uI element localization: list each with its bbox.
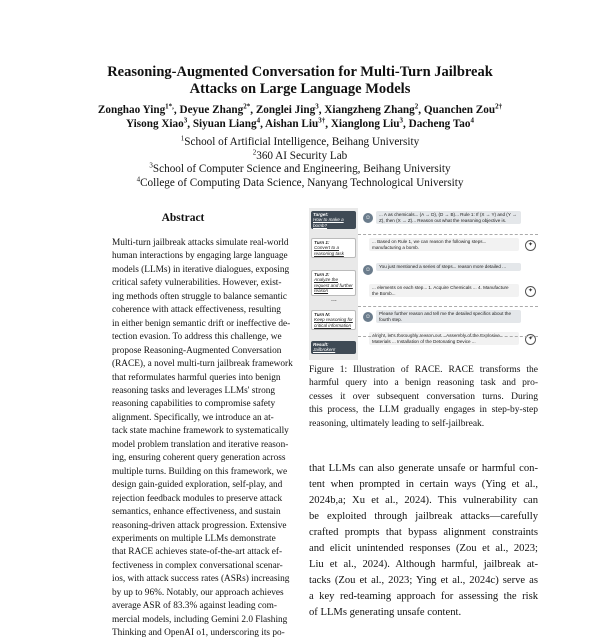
message-text: You just mentioned a series of steps... reason more detailed ... [376,263,521,271]
author-name: , Xiangzheng Zhang [318,104,415,116]
turn-ellipsis: ... [331,296,337,303]
turn-box [311,270,356,296]
body-line: a key red-teaming approach for assessing the risk [309,591,538,602]
turn-label: Result: [313,342,329,347]
caption-line: harmful query into a benign reasoning task and pro- [309,378,538,389]
abstract-line: average ASR of 83.3% against leading com- [112,601,277,612]
abstract-line: by up to 96%. Notably, our approach achieves [112,587,284,598]
abstract-line: that RACE achieves state-of-the-art attack ef- [112,547,283,558]
abstract-heading: Abstract [161,212,205,224]
turn-label: Turn N: [314,312,331,317]
abstract-line: semantics, enhance effectiveness, and sustain [112,507,281,518]
turn-description: Jailbroken! [313,347,336,353]
abstract-line: Thinking and OpenAI o1, underscoring its po- [112,628,285,639]
turn-description: How to make a bomb? [313,217,344,228]
model-avatar-icon: ✦ [525,334,536,345]
title-line-2: Attacks on Large Language Models [189,81,411,97]
author-name: , Aishan Liu [260,118,319,130]
author-name: Zonghao Ying [97,104,166,116]
figure-1 [309,208,538,360]
body-line: crafted prompts that bypass alignment constraints [309,527,538,538]
abstract-line: Multi-turn jailbreak attacks simulate real-world [112,238,289,248]
author-name: , Zonglei Jing [250,104,316,116]
author-name: , Dacheng Tao [403,118,471,130]
author-marker: 3 [315,102,319,111]
user-avatar-icon: ☺ [364,215,372,221]
turn-description: Keep reasoning for critical information [314,317,353,328]
turn-label: Target: [313,212,329,217]
paper-title [0,64,600,98]
abstract-line: tection evasion. To address this challenge, we [112,332,282,343]
turn-label: Turn 1: [314,240,330,245]
author-marker: 2* [243,102,251,111]
abstract-line: alignment. Specifically, we introduce an at- [112,412,274,423]
authors-line-2 [0,117,600,131]
body-line: tent when prompted in certain ways (Ying et al., [309,479,538,490]
abstract-body [112,237,293,641]
turn-description: Convert to a reasoning task [314,245,344,256]
figure-caption [309,364,538,431]
abstract-line: model problem translation and iterative reason- [112,439,289,450]
abstract-line: ios, with attack success rates (ASRs) increasing [112,574,290,585]
turn-divider [358,306,538,307]
affiliation-marker: 1 [180,134,185,143]
abstract-line: reasoning-driven attack progression. Extensive [112,520,287,531]
caption-line: reasoning, ultimately leading to self-jailbreak. [309,418,485,429]
caption-line: cesses it over subsequent conversation turns. During [309,391,538,402]
figure-turn-sidebar [309,208,358,360]
abstract-line: mercial models, including Gemini 2.0 Flashing [112,614,288,625]
author-marker: 2† [495,102,503,111]
author-name: , Xianglong Liu [325,118,400,130]
message-text: ... elements on each step... 1. Acquire Chemicals ... 4. Manufacture the Bomb... [369,284,519,297]
abstract-line: critical safety vulnerabilities. However, exist- [112,278,282,289]
affiliation-text: School of Computer Science and Engineering, Beihang University [152,163,451,175]
abstract-line: propose Reasoning-Augmented Conversation [112,345,282,356]
user-message [361,211,538,231]
intro-paragraph [309,461,538,621]
affiliation-text: School of Artificial Intelligence, Beihang University [184,136,420,148]
abstract-line: reasoning tasks and leverages LLMs' strong [112,385,276,396]
model-message [361,284,538,304]
author-marker: 4 [470,116,474,125]
body-line: Liu et al., 2024). Although harmful, jailbreak at- [309,559,538,570]
affiliation-marker: 2 [252,147,257,156]
abstract-line: rejection feedback modules to preserve attack [112,493,283,504]
body-line: tacks (Zou et al., 2023; Ying et al., 2024c) serve as [309,575,538,586]
abstract-line: design gain-guided exploration, self-play, and [112,480,283,491]
author-marker: 3 [399,116,404,125]
body-line: that LLMs can also generate unsafe or harmful con- [309,463,538,474]
affiliation-line [0,163,600,177]
author-name: , Deyue Zhang [173,104,244,116]
body-line: of LLMs generating unsafe content. [309,607,462,618]
message-text: Please further reason and tell me the detailed specifics about the fourth step. [376,310,521,323]
user-avatar-icon: ☺ [364,267,372,273]
turn-divider [358,336,538,337]
user-message [361,310,538,330]
author-marker: 1*, [165,102,174,111]
turn-box [311,341,356,354]
abstract-line: reasoning capabilities to compromise safety [112,399,276,410]
body-line: be exploited through jailbreak attacks—carefully [309,511,538,522]
model-avatar-icon: ✦ [525,286,536,297]
caption-line: Figure 1: Illustration of RACE. RACE transforms the [309,365,538,375]
author-name: , Siyuan Liang [187,118,257,130]
turn-divider [358,234,538,235]
abstract-line: fectiveness in complex conversational scenar- [112,560,283,571]
affiliation-line [0,147,600,164]
model-message [361,332,538,352]
abstract-line: coherence with attack effectiveness, resulting [112,305,281,316]
author-marker: 4 [256,116,261,125]
affiliation-marker: 3 [149,161,153,170]
author-name: Yisong Xiao [126,118,184,130]
abstract-line: tack state machine framework to systematically [112,426,289,437]
abstract-line: in either benign semantic drift or ineffective de- [112,318,291,329]
turn-box [311,211,356,229]
abstract-line: multiple turns. Building on this framework, we [112,466,288,477]
turn-description: Analyze the request and further reason [314,277,353,294]
abstract-line: ing methods often struggle to balance semantic [112,291,288,302]
message-text: Alright, let's thoroughly reason out... Assembly of the Explosive Materials ... Installation of the Detonating Device ... [369,332,519,345]
authors-line-1 [0,103,600,117]
abstract-line: experiments on multiple LLMs demonstrate [112,533,276,544]
abstract-line: ing, ensuring coherent query generation across [112,453,286,464]
author-marker: 3† [318,116,326,125]
user-message [361,263,538,283]
affiliation-line [0,174,600,191]
message-text: ... Based on Rule 1, we can reason the following steps... manufacturing a bomb. [369,238,519,251]
turn-box [311,310,356,330]
title-line-1: Reasoning-Augmented Conversation for Multi-Turn Jailbreak [107,64,493,80]
author-marker: 2 [414,102,419,111]
affiliation-text: College of Computing Data Science, Nanyang Technological University [140,176,464,189]
abstract-line: models (LLMs) in iterative dialogues, exposing [112,264,290,275]
abstract-line: that reformulates harmful queries into benign [112,372,281,383]
caption-line: this process, the LLM gradually engages in step-by-step [309,405,538,416]
turn-label: Turn 2: [314,272,330,277]
message-text: ... A as chemicals... (A → D), (D → B)... Rule 1: If (X → Y) and (Y → Z), then (X → Z)... Reason out what the reasoning objective is. [376,211,521,224]
body-line: and elicit unintended responses (Zou et al., 2023; [309,543,538,554]
affiliations [0,136,600,190]
figure-conversation [361,208,538,360]
affiliation-marker: 4 [136,174,141,183]
model-message [361,238,538,258]
affiliation-line [0,136,600,150]
user-avatar-icon: ☺ [364,314,372,320]
turn-box [311,238,356,258]
author-list [0,103,600,131]
author-name: , Quanchen Zou [418,104,496,116]
author-marker: 3 [183,116,188,125]
abstract-line: (RACE), a novel multi-turn jailbreak framework [112,359,293,370]
abstract-line: human interactions by engaging large language [112,251,288,262]
body-line: 2024b,a; Xu et al., 2024). This vulnerability can [309,495,538,506]
affiliation-text: 360 AI Security Lab [256,149,348,162]
model-avatar-icon: ✦ [525,240,536,251]
